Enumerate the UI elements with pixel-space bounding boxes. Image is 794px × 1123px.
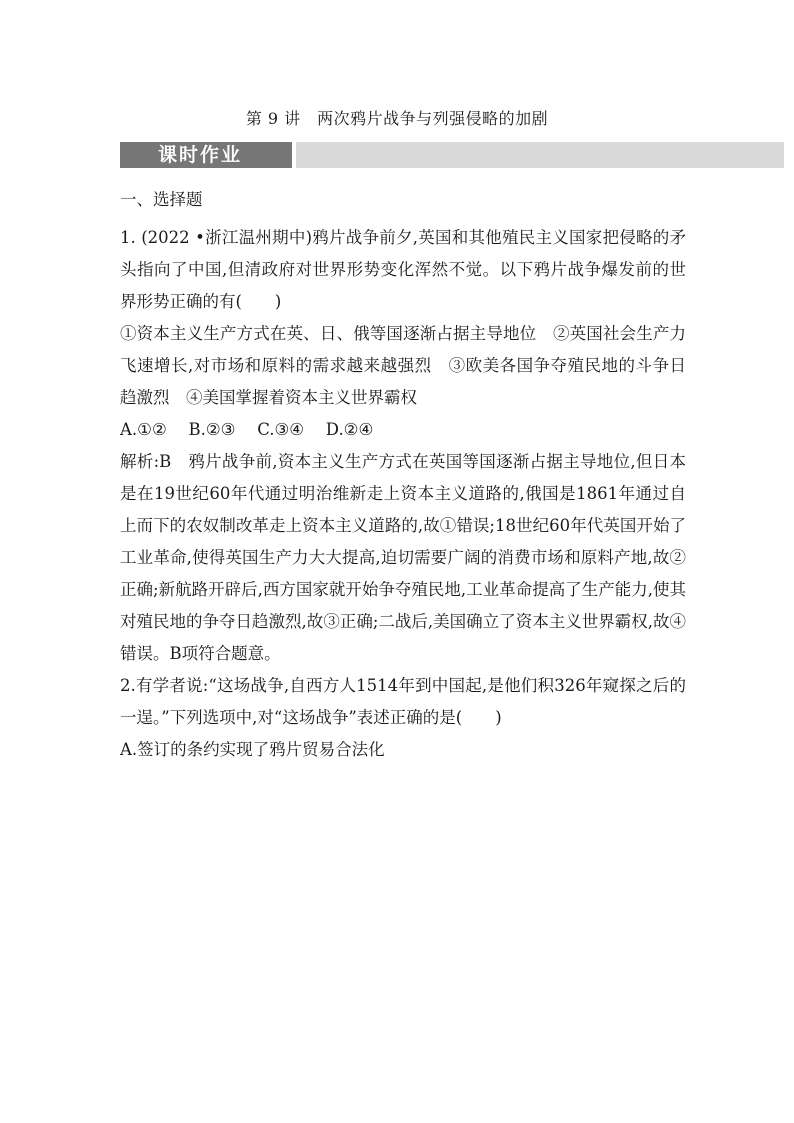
- question-2-option-a: A.签订的条约实现了鸦片贸易合法化: [120, 740, 385, 759]
- question-1-options: A.①② B.②③ C.③④ D.②④: [120, 420, 374, 439]
- section-heading: 一、选择题: [120, 190, 203, 209]
- document-body: [120, 184, 686, 766]
- question-1-stem: 1. (2022 •浙江温州期中)鸦片战争前夕,英国和其他殖民主义国家把侵略的矛头指向了中国,但清政府对世界形势变化浑然不觉。以下鸦片战争爆发前的世界形势正确的有( ): [120, 228, 686, 311]
- section-banner: [120, 142, 784, 168]
- banner-label: 课时作业: [120, 142, 292, 168]
- question-1-analysis: 解析:B 鸦片战争前,资本主义生产方式在英国等国逐渐占据主导地位,但日本是在19世纪60年代通过明治维新走上资本主义道路的,俄国是1861年通过自上而下的农奴制改革走上资本主义道路的,故①错误;18世纪60年代英国开始了工业革命,使得英国生产力大大提高,迫切需要广阔的消费市场和原料产地,故②正确;新航路开辟后,西方国家就开始争夺殖民地,工业革命提高了生产能力,使其对殖民地的争夺日趋激烈,故③正确;二战后,美国确立了资本主义世界霸权,故④错误。B项符合题意。: [120, 452, 686, 663]
- lesson-title: 第 9 讲 两次鸦片战争与列强侵略的加剧: [245, 109, 549, 128]
- question-2-stem: 2.有学者说:“这场战争,自西方人1514年到中国起,是他们积326年窥探之后的一逞。”下列选项中,对“这场战争”表述正确的是( ): [120, 676, 686, 727]
- question-1-statements: ①资本主义生产方式在英、日、俄等国逐渐占据主导地位 ②英国社会生产力飞速增长,对市场和原料的需求越来越强烈 ③欧美各国争夺殖民地的斗争日趋激烈 ④美国掌握着资本主义世界霸权: [120, 324, 686, 407]
